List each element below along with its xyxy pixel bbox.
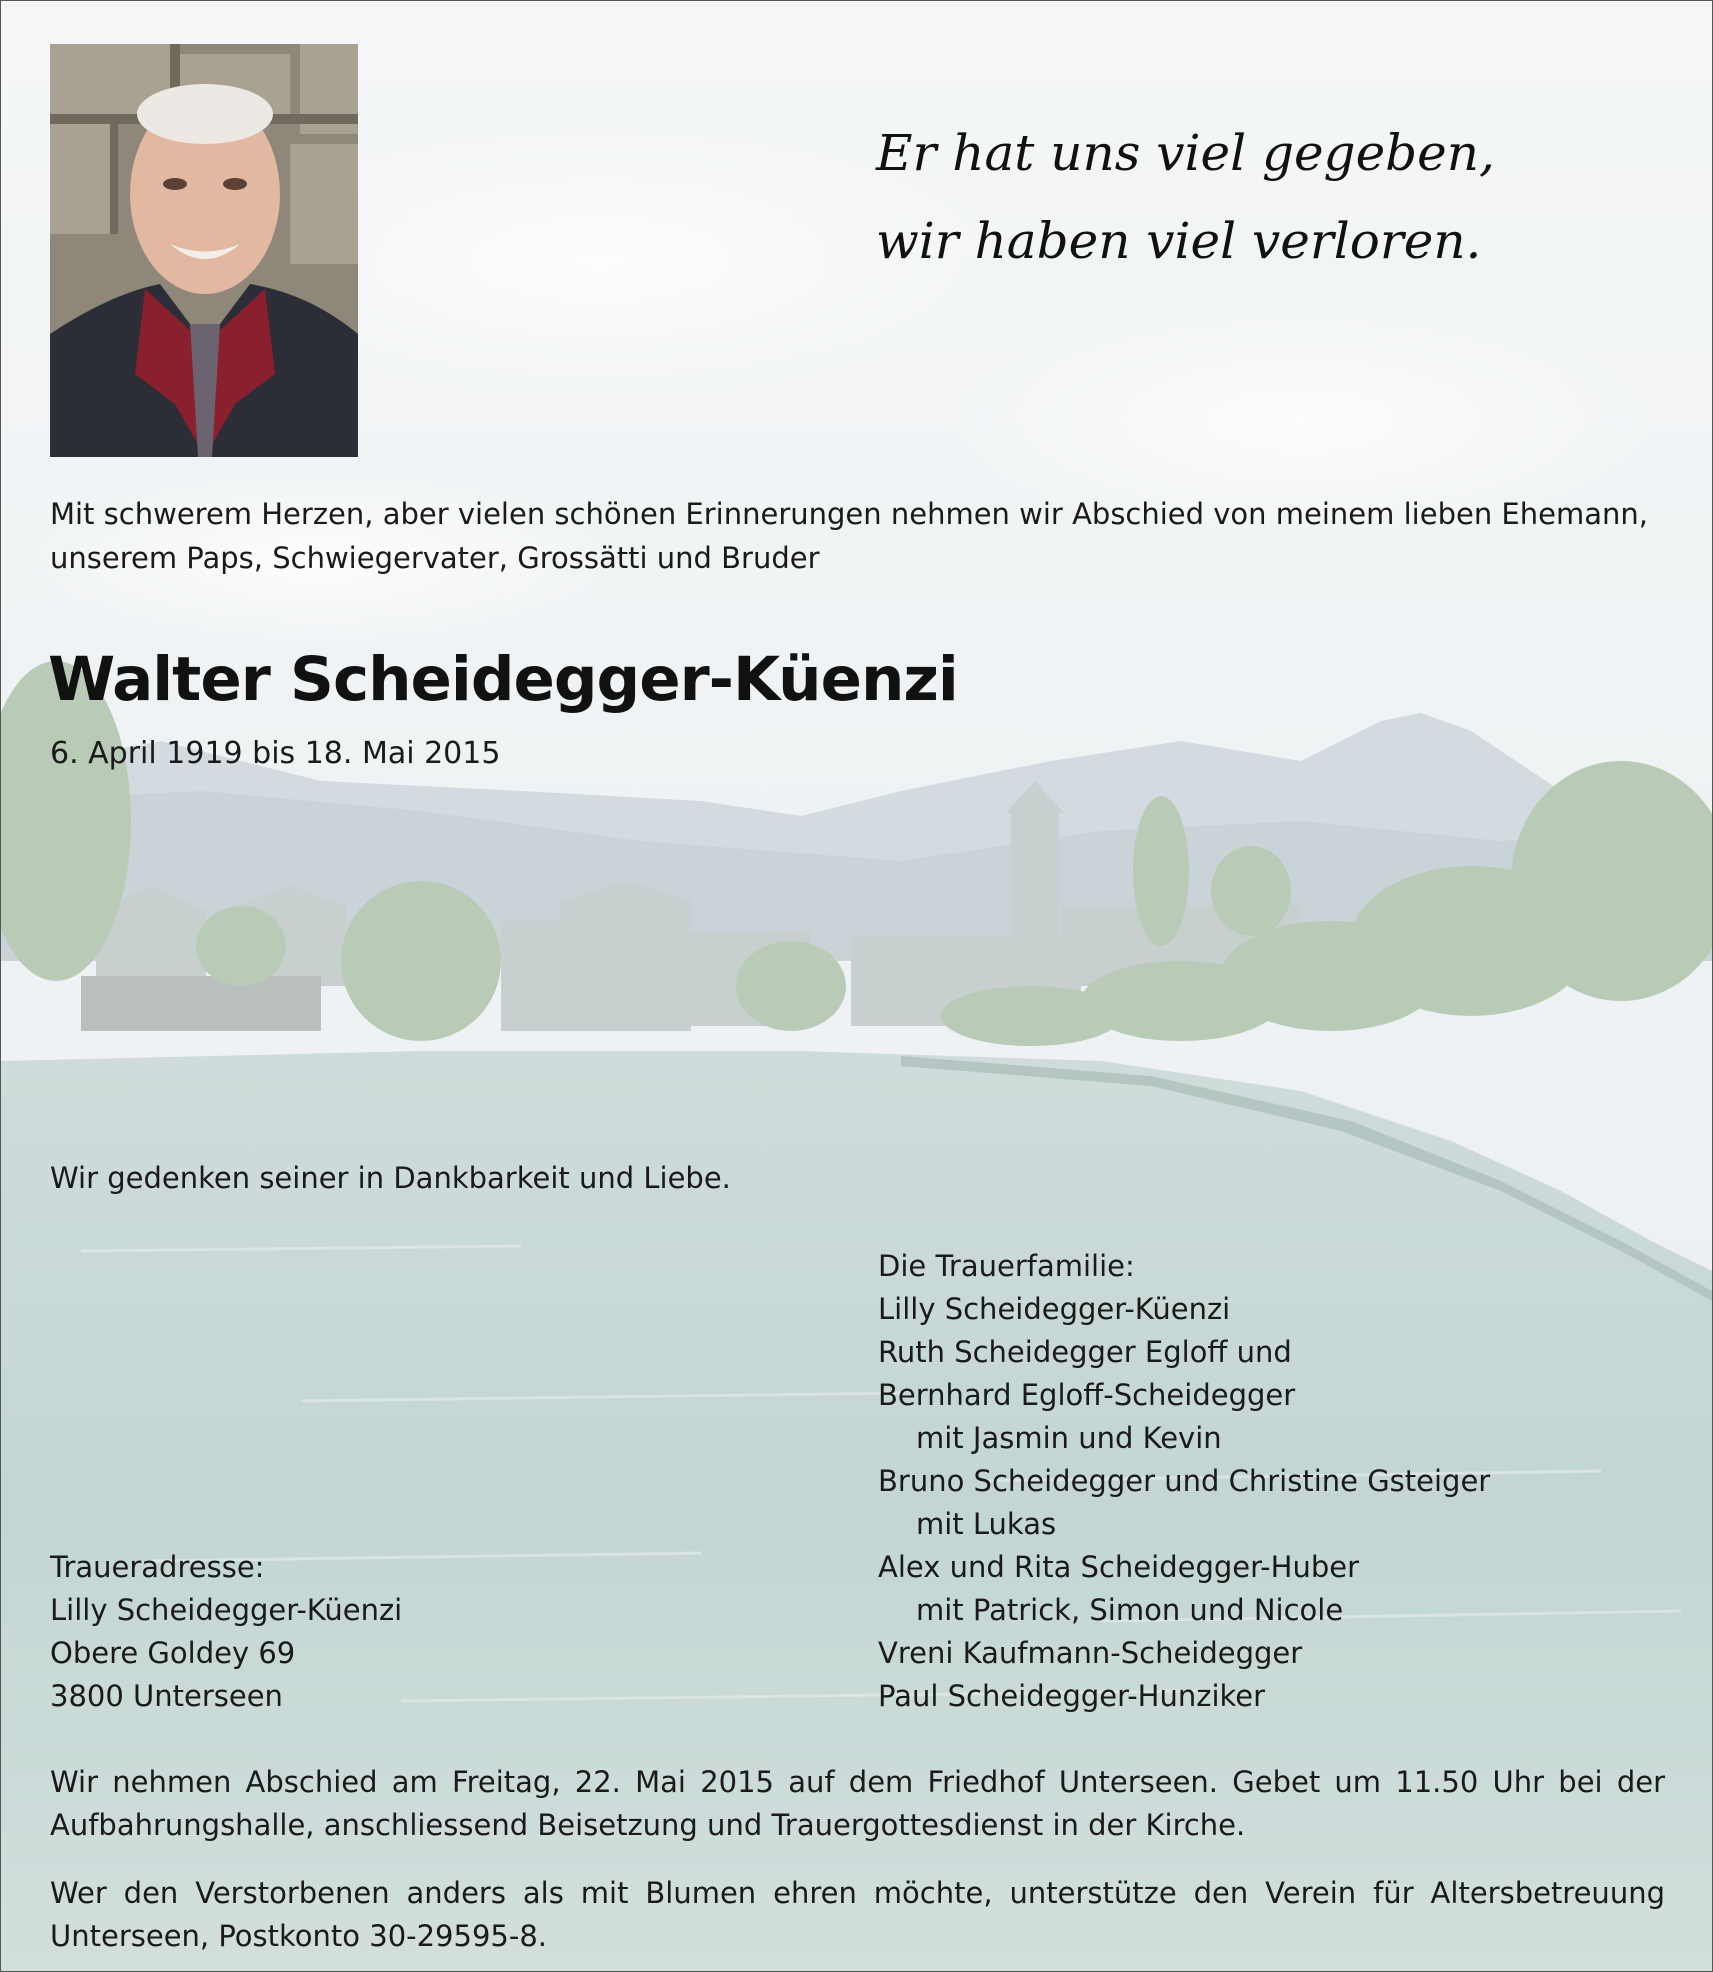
address-heading: Traueradresse: [50,1550,265,1584]
family-member: Lilly Scheidegger-Küenzi [878,1292,1231,1326]
farewell-info: Wir nehmen Abschied am Freitag, 22. Mai 2015 auf dem Friedhof Unterseen. Gebet um 11.50 Uhr bei der Aufbahrungshalle, anschliessend Beisetzung und Trauergottesdienst in der Kirche. [50,1765,1665,1842]
motto-line-1: Er hat uns viel gegeben, [876,124,1495,182]
motto [876,109,1495,285]
life-dates: 6. April 1919 bis 18. Mai 2015 [50,736,501,771]
mourning-address [50,1546,402,1718]
family-member: Bernhard Egloff-Scheidegger [878,1378,1296,1412]
family-member: Ruth Scheidegger Egloff und [878,1335,1292,1369]
family-member: mit Patrick, Simon und Nicole [916,1593,1344,1627]
family-member: Bruno Scheidegger und Christine Gsteiger [878,1464,1491,1498]
family-member: Vreni Kaufmann-Scheidegger [878,1636,1303,1670]
family-member: Alex und Rita Scheidegger-Huber [878,1550,1359,1584]
family-member: mit Lukas [916,1507,1057,1541]
portrait-image [50,44,358,457]
family-member: mit Jasmin und Kevin [916,1421,1222,1455]
motto-line-2: wir haben viel verloren. [876,212,1482,270]
address-line: 3800 Unterseen [50,1679,283,1713]
memorial-text: Wir gedenken seiner in Dankbarkeit und Liebe. [50,1161,731,1195]
address-line: Obere Goldey 69 [50,1636,296,1670]
family-heading: Die Trauerfamilie: [878,1249,1135,1283]
address-line: Lilly Scheidegger-Küenzi [50,1593,403,1627]
deceased-name: Walter Scheidegger-Küenzi [48,644,958,715]
family-member: Paul Scheidegger-Hunziker [878,1679,1266,1713]
mourning-family [878,1245,1490,1718]
intro-text: Mit schwerem Herzen, aber vielen schönen Erinnerungen nehmen wir Abschied von meinem lieben Ehemann, unserem Paps, Schwiegervater, Grossätti und Bruder [50,497,1648,575]
donation-info: Wer den Verstorbenen anders als mit Blumen ehren möchte, unterstütze den Verein für Altersbetreuung Unterseen, Postkonto 30-29595-8. [50,1876,1665,1953]
portrait-photo [50,44,358,457]
